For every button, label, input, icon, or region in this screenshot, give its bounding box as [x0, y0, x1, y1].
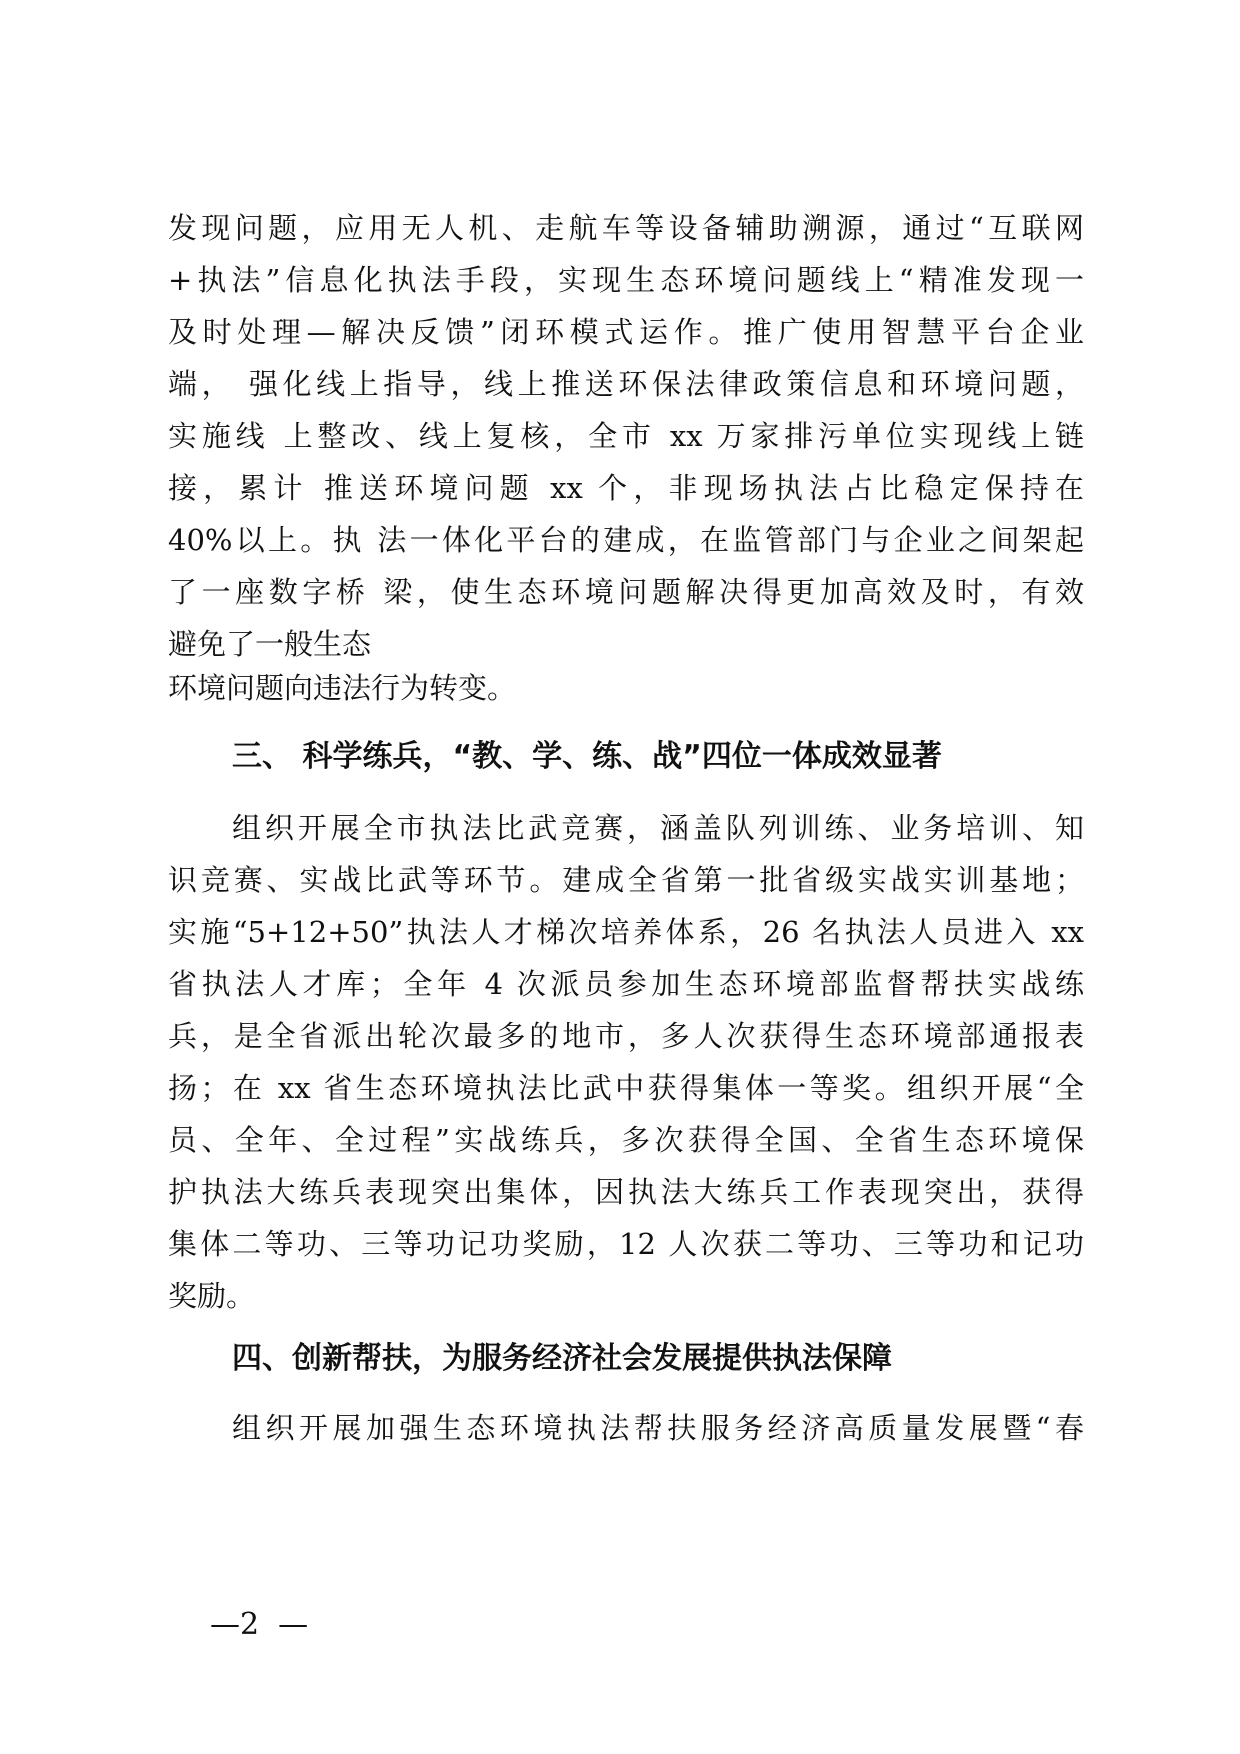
paragraph-line: 40%以上。执 法一体化平台的建成，在监管部门与企业之间架起: [168, 523, 1084, 557]
page-number: —2 —: [210, 1607, 309, 1642]
paragraph-line: 扬；在 xx 省生态环境执法比武中获得集体一等奖。组织开展“全: [168, 1071, 1084, 1105]
paragraph-line: 集体二等功、三等功记功奖励，12 人次获二等功、三等功和记功: [168, 1227, 1084, 1261]
paragraph-line: 接，累计 推送环境问题 xx 个，非现场执法占比稳定保持在: [168, 471, 1084, 505]
paragraph-line: 了一座数字桥 梁，使生态环境问题解决得更加高效及时，有效: [168, 575, 1084, 609]
paragraph-line: 环境问题向违法行为转变。: [168, 671, 517, 705]
paragraph-line: 兵，是全省派出轮次最多的地市，多人次获得生态环境部通报表: [168, 1019, 1084, 1053]
paragraph-line: 奖励。: [168, 1279, 256, 1313]
paragraph-line: 组织开展加强生态环境执法帮扶服务经济高质量发展暨“春: [232, 1411, 1084, 1445]
paragraph-line: 及时处理—解决反馈”闭环模式运作。推广使用智慧平台企业: [168, 315, 1084, 349]
paragraph-line: 省执法人才库；全年 4 次派员参加生态环境部监督帮扶实战练: [168, 967, 1084, 1001]
paragraph-line: 护执法大练兵表现突出集体，因执法大练兵工作表现突出，获得: [168, 1175, 1084, 1209]
paragraph-line: 识竞赛、实战比武等环节。建成全省第一批省级实战实训基地；: [168, 863, 1084, 897]
paragraph-line: 实施“5+12+50”执法人才梯次培养体系，26 名执法人员进入 xx: [168, 915, 1084, 949]
paragraph-line: 端， 强化线上指导，线上推送环保法律政策信息和环境问题，: [168, 367, 1084, 401]
paragraph-line: 发现问题，应用无人机、走航车等设备辅助溯源，通过“互联网: [168, 211, 1084, 245]
paragraph-line: 组织开展全市执法比武竞赛，涵盖队列训练、业务培训、知: [232, 811, 1084, 845]
section-heading-4: 四、创新帮扶，为服务经济社会发展提供执法保障: [232, 1341, 892, 1376]
paragraph-line: 避免了一般生态: [168, 627, 372, 661]
paragraph-line: 实施线 上整改、线上复核，全市 xx 万家排污单位实现线上链: [168, 419, 1084, 453]
paragraph-line: 员、全年、全过程”实战练兵，多次获得全国、全省生态环境保: [168, 1123, 1084, 1157]
paragraph-line: +执法”信息化执法手段，实现生态环境问题线上“精准发现一: [168, 263, 1084, 297]
section-heading-3: 三、 科学练兵，“教、学、练、战”四位一体成效显著: [232, 739, 942, 774]
